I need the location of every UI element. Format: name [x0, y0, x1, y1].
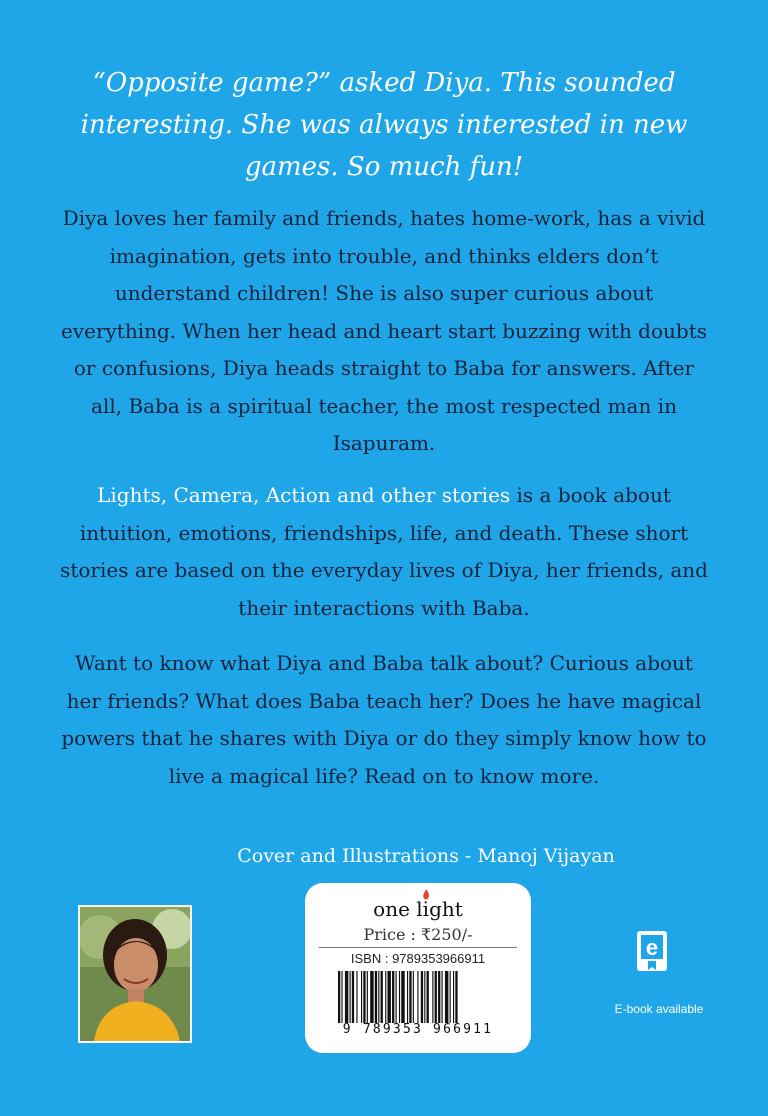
price-label: Price : ₹250/- — [363, 925, 473, 944]
ebook-e-icon — [636, 930, 668, 972]
publisher-logo: one light — [373, 897, 463, 921]
description-paragraph-2-text: is a book about intuition, emotions, friendships, life, and death. These short stories are based on the everyday lives of Diya, her friends, and their interactions with Baba. — [60, 483, 708, 620]
illustration-credit: Cover and Illustrations - Manoj Vijayan — [237, 845, 615, 867]
isbn-barcode — [338, 971, 498, 1023]
svg-text:e: e — [645, 935, 659, 960]
price-barcode-box — [305, 883, 531, 1053]
barcode-digits: 9 789353 966911 — [342, 1022, 494, 1037]
description-paragraph-1: Diya loves her family and friends, hates home-work, has a vivid imagination, gets into trouble, and thinks elders don’t understand children! She is also super curious about everything. When her head and heart start buzzing with doubts or confusions, Diya heads straight to Baba for answers. After all, Baba is a spiritual teacher, the most respected man in Isapuram. — [60, 206, 708, 455]
book-title: Lights, Camera, Action and other stories — [97, 483, 511, 507]
description-paragraph-3: Want to know what Diya and Baba talk about? Curious about her friends? What does Baba teach her? Does he have magical powers that he shares with Diya or do they simply know how to live a magical life? Read on to know more. — [61, 651, 707, 788]
price-divider — [319, 947, 517, 948]
isbn-label: ISBN : 9789353966911 — [350, 951, 486, 966]
ebook-available-label: E-book available — [614, 1002, 704, 1016]
author-photo — [78, 905, 192, 1043]
description-paragraph-2 — [60, 477, 708, 627]
cover-quote: “Opposite game?” asked Diya. This sounded interesting. She was always interested in new games. So much fun! — [80, 68, 688, 182]
author-portrait-image — [80, 907, 190, 1041]
